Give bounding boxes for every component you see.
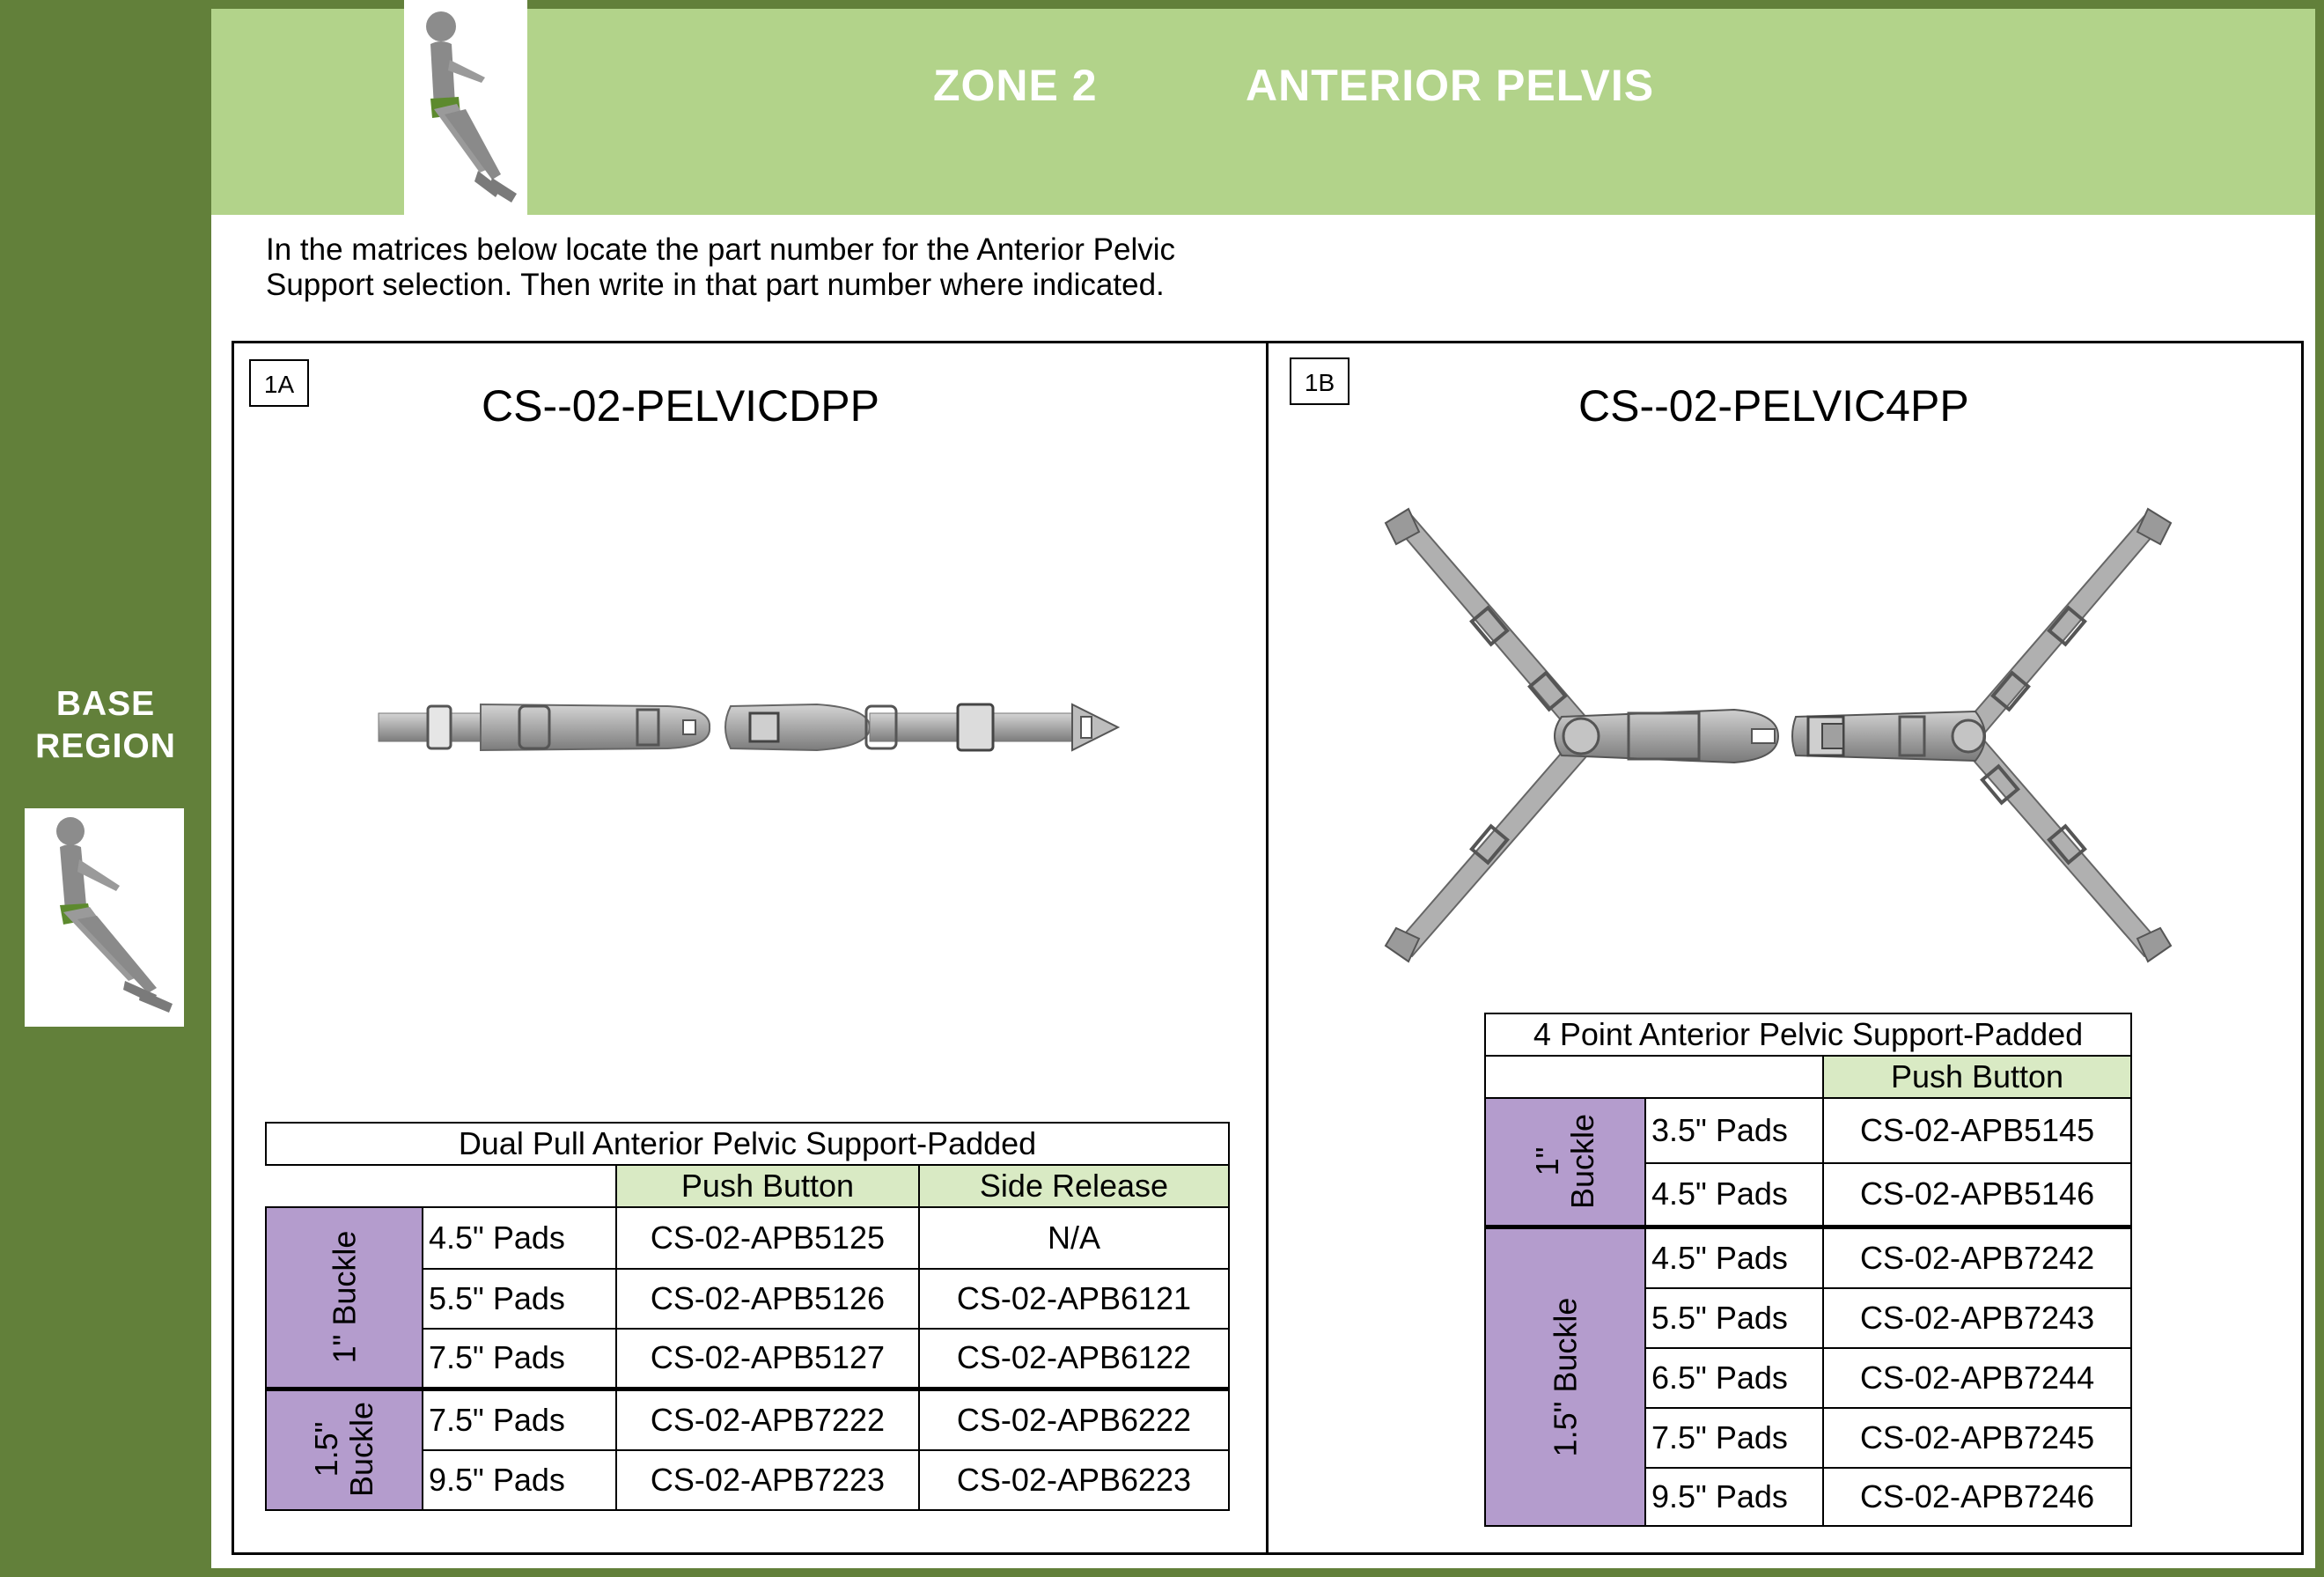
table-row	[1485, 1098, 2131, 1163]
part-number-cell: CS-02-APB7243	[1823, 1288, 2131, 1348]
part-number-cell: CS-02-APB5146	[1823, 1163, 2131, 1227]
panel-divider	[1266, 341, 1269, 1555]
buckle-label-1b-1	[1530, 1114, 1600, 1209]
col-header-side-release: Side Release	[919, 1165, 1229, 1207]
matrix-table-1a	[265, 1122, 1230, 1511]
pad-size-cell: 9.5" Pads	[1645, 1468, 1823, 1526]
frame-right-border	[2315, 0, 2324, 1577]
buckle-group-label	[1485, 1098, 1645, 1227]
table-title-1a: Dual Pull Anterior Pelvic Support-Padded	[266, 1123, 1229, 1165]
sidebar	[0, 0, 211, 1577]
part-number-cell: CS-02-APB5145	[1823, 1098, 2131, 1163]
part-number-cell: CS-02-APB6223	[919, 1450, 1229, 1510]
pad-size-cell: 4.5" Pads	[423, 1207, 616, 1269]
buckle-group-label	[266, 1207, 423, 1389]
four-point-pelvic-harness-image	[1373, 505, 2183, 967]
zone-title: ANTERIOR PELVIS	[1246, 61, 1655, 110]
product-code-1a: CS--02-PELVICDPP	[482, 381, 879, 431]
region-label-line2: REGION	[35, 727, 176, 765]
pad-size-cell: 5.5" Pads	[1645, 1288, 1823, 1348]
region-label-line1: BASE	[55, 685, 156, 723]
pad-size-cell: 3.5" Pads	[1645, 1098, 1823, 1163]
buckle-label-1a-1: 1" Buckle	[325, 1230, 362, 1364]
buckle-label-line2: Buckle	[343, 1402, 379, 1498]
pad-size-cell: 5.5" Pads	[423, 1269, 616, 1329]
pad-size-cell: 7.5" Pads	[1645, 1408, 1823, 1468]
part-number-cell: CS-02-APB5125	[616, 1207, 919, 1269]
pad-size-cell: 7.5" Pads	[423, 1329, 616, 1389]
matrix-table-1b	[1484, 1013, 2132, 1527]
part-number-cell: CS-02-APB7242	[1823, 1227, 2131, 1288]
part-number-cell: CS-02-APB6121	[919, 1269, 1229, 1329]
buckle-label-line1: 1"	[1529, 1146, 1565, 1176]
table-title-1b: 4 Point Anterior Pelvic Support-Padded	[1485, 1013, 2131, 1056]
pad-size-cell: 4.5" Pads	[1645, 1227, 1823, 1288]
panel-tag-1b: 1B	[1290, 357, 1350, 405]
buckle-label-line1: 1.5"	[308, 1421, 344, 1478]
part-number-cell: CS-02-APB6122	[919, 1329, 1229, 1389]
part-number-cell: CS-02-APB5127	[616, 1329, 919, 1389]
part-number-cell: CS-02-APB7222	[616, 1389, 919, 1450]
buckle-label-1b-2: 1.5" Buckle	[1547, 1297, 1584, 1457]
part-number-cell: CS-02-APB7246	[1823, 1468, 2131, 1526]
part-number-cell: N/A	[919, 1207, 1229, 1269]
instructions	[266, 232, 1322, 303]
part-number-cell: CS-02-APB7223	[616, 1450, 919, 1510]
seated-figure-icon	[25, 808, 184, 1027]
part-number-cell: CS-02-APB7244	[1823, 1348, 2131, 1408]
buckle-group-label	[1485, 1227, 1645, 1526]
pad-size-cell: 9.5" Pads	[423, 1450, 616, 1510]
part-number-cell: CS-02-APB5126	[616, 1269, 919, 1329]
col-header-push-button: Push Button	[1823, 1056, 2131, 1098]
buckle-label-line2: Buckle	[1564, 1113, 1600, 1209]
table-row	[266, 1389, 1229, 1450]
instructions-line1: In the matrices below locate the part number for the Anterior Pelvic	[266, 232, 1176, 267]
buckle-group-label	[266, 1389, 423, 1510]
instructions-line2: Support selection. Then write in that part number where indicated.	[266, 268, 1165, 302]
table-row	[1485, 1227, 2131, 1288]
product-code-1b: CS--02-PELVIC4PP	[1578, 381, 1969, 431]
col-header-push-button: Push Button	[616, 1165, 919, 1207]
dual-pull-pelvic-belt-image	[377, 692, 1169, 763]
pad-size-cell: 6.5" Pads	[1645, 1348, 1823, 1408]
panel-tag-1a: 1A	[249, 359, 309, 407]
pad-size-cell: 7.5" Pads	[423, 1389, 616, 1450]
pad-size-cell: 4.5" Pads	[1645, 1163, 1823, 1227]
buckle-label-1a-2	[309, 1402, 379, 1497]
frame-top-border	[211, 0, 2324, 9]
zone-number: ZONE 2	[933, 61, 1098, 110]
part-number-cell: CS-02-APB6222	[919, 1389, 1229, 1450]
part-number-cell: CS-02-APB7245	[1823, 1408, 2131, 1468]
frame-bottom-border	[211, 1568, 2324, 1577]
seated-figure-pelvis-icon	[404, 0, 527, 215]
table-row	[266, 1207, 1229, 1269]
region-label	[0, 683, 211, 768]
